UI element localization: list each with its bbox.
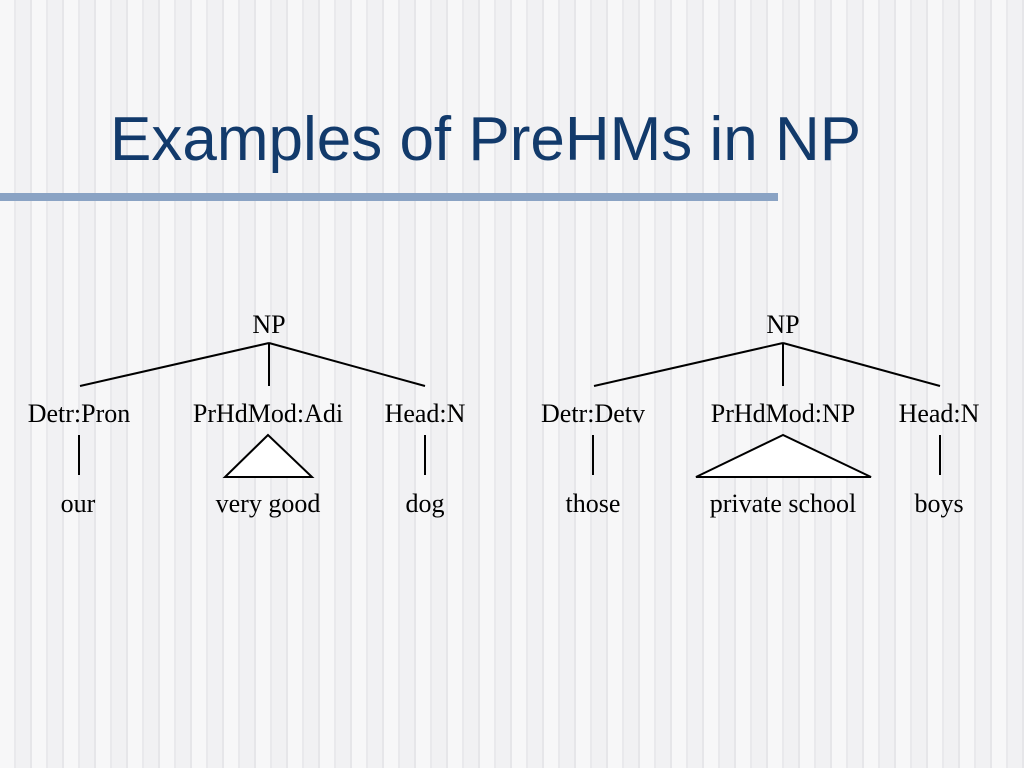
- tree2-child2-label: PrHdMod:NP: [710, 399, 856, 428]
- tree1-branch-left: [80, 343, 269, 386]
- tree1-root-label: NP: [252, 310, 286, 339]
- slide-title: Examples of PreHMs in NP: [110, 105, 862, 174]
- tree1-child1-label: Detr:Pron: [27, 399, 131, 428]
- tree2-child1-label: Detr:Detv: [541, 399, 645, 428]
- tree1-word1: our: [60, 489, 96, 518]
- tree2-branch-left: [594, 343, 783, 386]
- tree1-branch-right: [269, 343, 425, 386]
- tree2-branch-right: [783, 343, 940, 386]
- tree2-word2: private school: [709, 489, 857, 518]
- tree2-word3: boys: [914, 489, 964, 518]
- tree1-child2-label: PrHdMod:Adi: [192, 399, 344, 428]
- np-tree-1: [28, 310, 466, 518]
- np-tree-2: [541, 310, 980, 518]
- tree1-word2: very good: [215, 489, 321, 518]
- tree2-root-label: NP: [766, 310, 800, 339]
- tree1-word3: dog: [405, 489, 445, 518]
- tree2-child2-triangle: [696, 435, 871, 477]
- tree1-child3-label: Head:N: [384, 399, 466, 428]
- tree2-word1: those: [565, 489, 621, 518]
- tree2-child3-label: Head:N: [898, 399, 980, 428]
- tree1-child2-triangle: [225, 435, 312, 477]
